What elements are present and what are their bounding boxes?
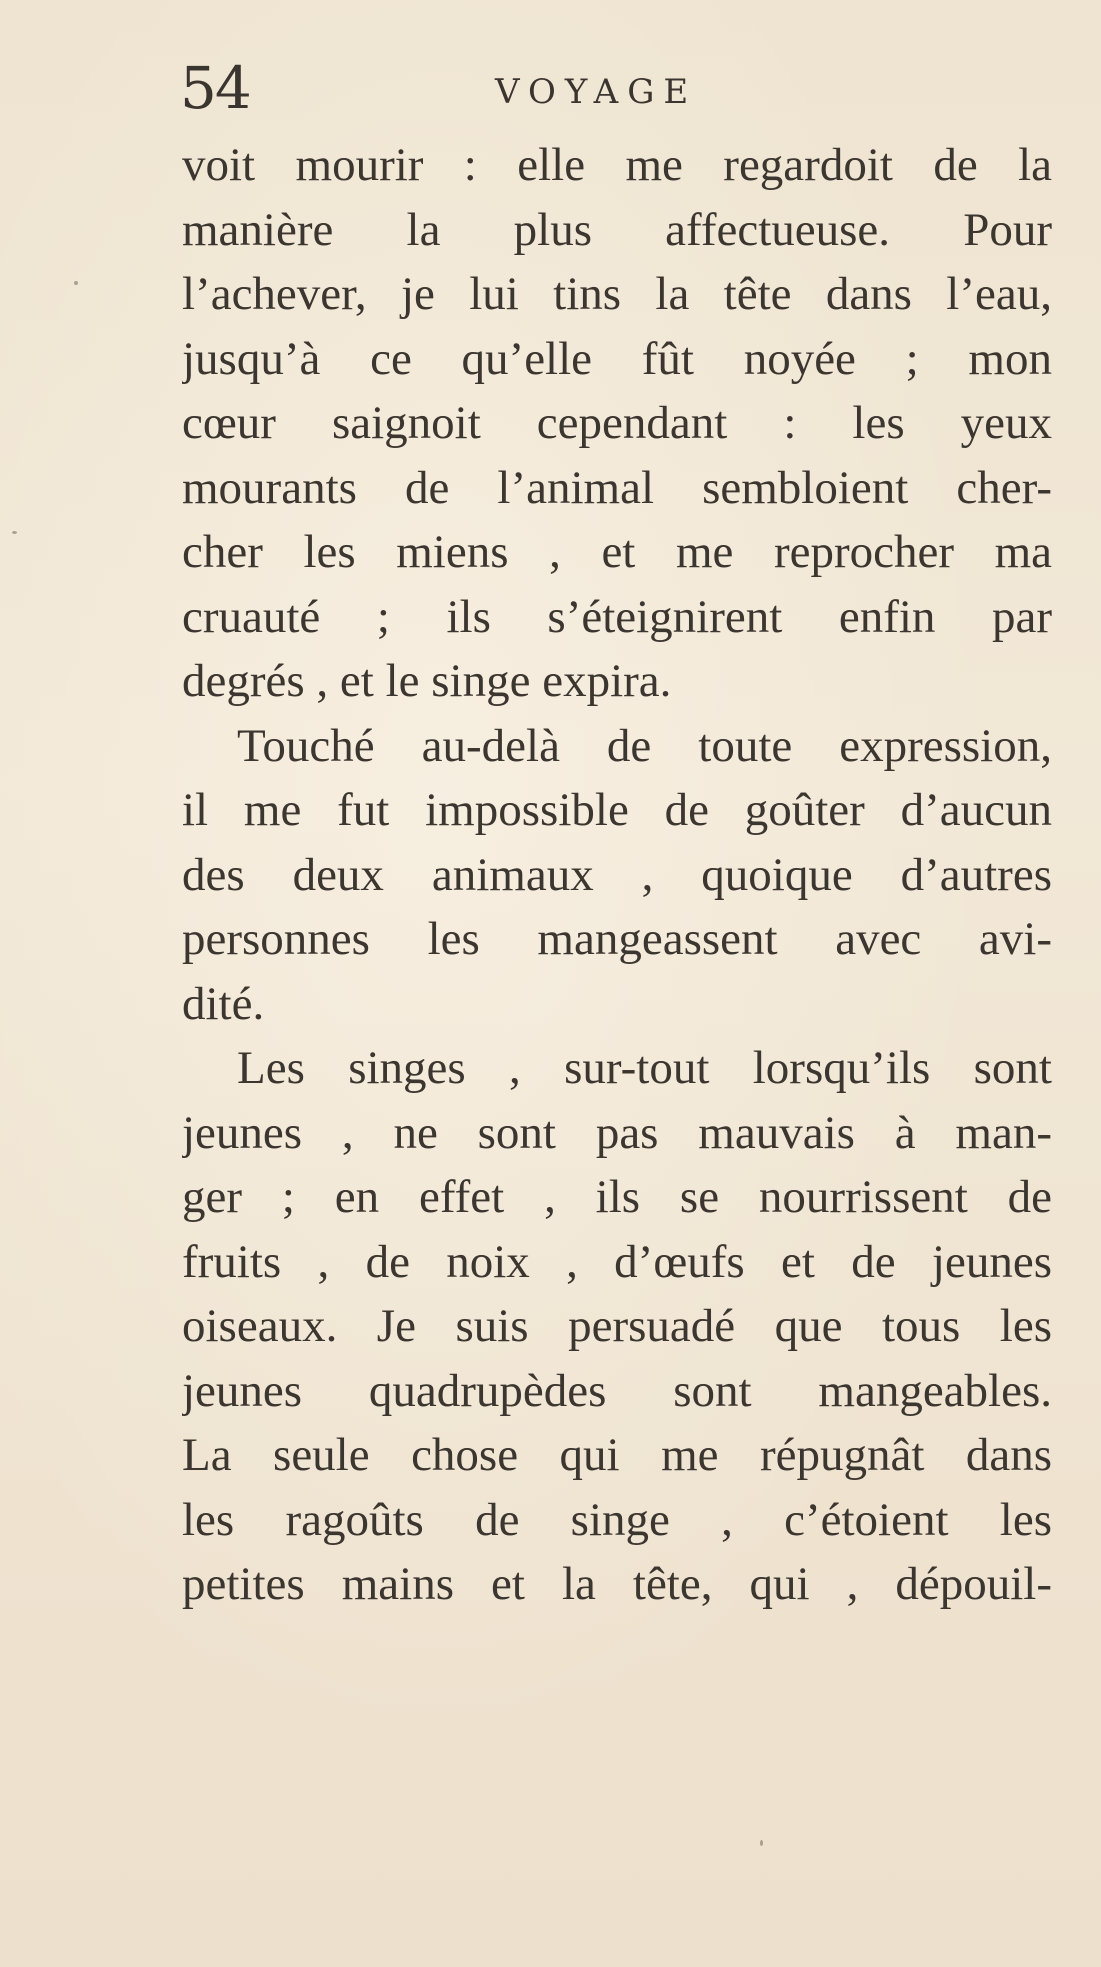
- text-line: voit mourir : elle me regardoit de la: [182, 139, 1052, 191]
- text-line: les ragoûts de singe , c’étoient les: [182, 1493, 1052, 1546]
- text-line: cruauté ; ils s’éteignirent enfin par: [182, 590, 1052, 643]
- paper-speck: [74, 281, 78, 285]
- running-title: VOYAGE: [495, 72, 698, 112]
- page-header: [180, 48, 1050, 128]
- text-line: mourants de l’animal sembloient cher-: [182, 461, 1052, 514]
- text-line: petites mains et la tête, qui , dépouil-: [182, 1558, 1052, 1610]
- body-text: [182, 133, 1052, 1617]
- text-line: fruits , de noix , d’œufs et de jeunes: [182, 1235, 1052, 1288]
- text-line: l’achever, je lui tins la tête dans l’eau,: [182, 268, 1052, 320]
- text-line: cœur saignoit cependant : les yeux: [182, 397, 1052, 449]
- paper-speck: [760, 1840, 763, 1846]
- text-line: des deux animaux , quoique d’autres: [182, 848, 1052, 901]
- text-line: personnes les mangeassent avec avi-: [182, 913, 1052, 965]
- text-line: Touché au-delà de toute expression,: [237, 719, 1052, 772]
- text-line: La seule chose qui me répugnât dans: [182, 1429, 1052, 1481]
- text-line: Les singes , sur-tout lorsqu’ils sont: [237, 1042, 1052, 1094]
- text-line: jusqu’à ce qu’elle fût noyée ; mon: [182, 332, 1052, 385]
- paper-speck: [12, 531, 17, 534]
- text-line: cher les miens , et me reprocher ma: [182, 526, 1052, 578]
- page-number: 54: [180, 54, 250, 122]
- text-line: oiseaux. Je suis persuadé que tous les: [182, 1300, 1052, 1352]
- text-line: manière la plus affectueuse. Pour: [182, 203, 1052, 256]
- text-line: jeunes quadrupèdes sont mangeables.: [182, 1364, 1052, 1417]
- text-line: jeunes , ne sont pas mauvais à man-: [182, 1106, 1052, 1159]
- text-line: il me fut impossible de goûter d’aucun: [182, 784, 1052, 836]
- text-line: dité.: [182, 977, 265, 1030]
- text-line: degrés , et le singe expira.: [182, 655, 672, 707]
- text-line: ger ; en effet , ils se nourrissent de: [182, 1171, 1052, 1223]
